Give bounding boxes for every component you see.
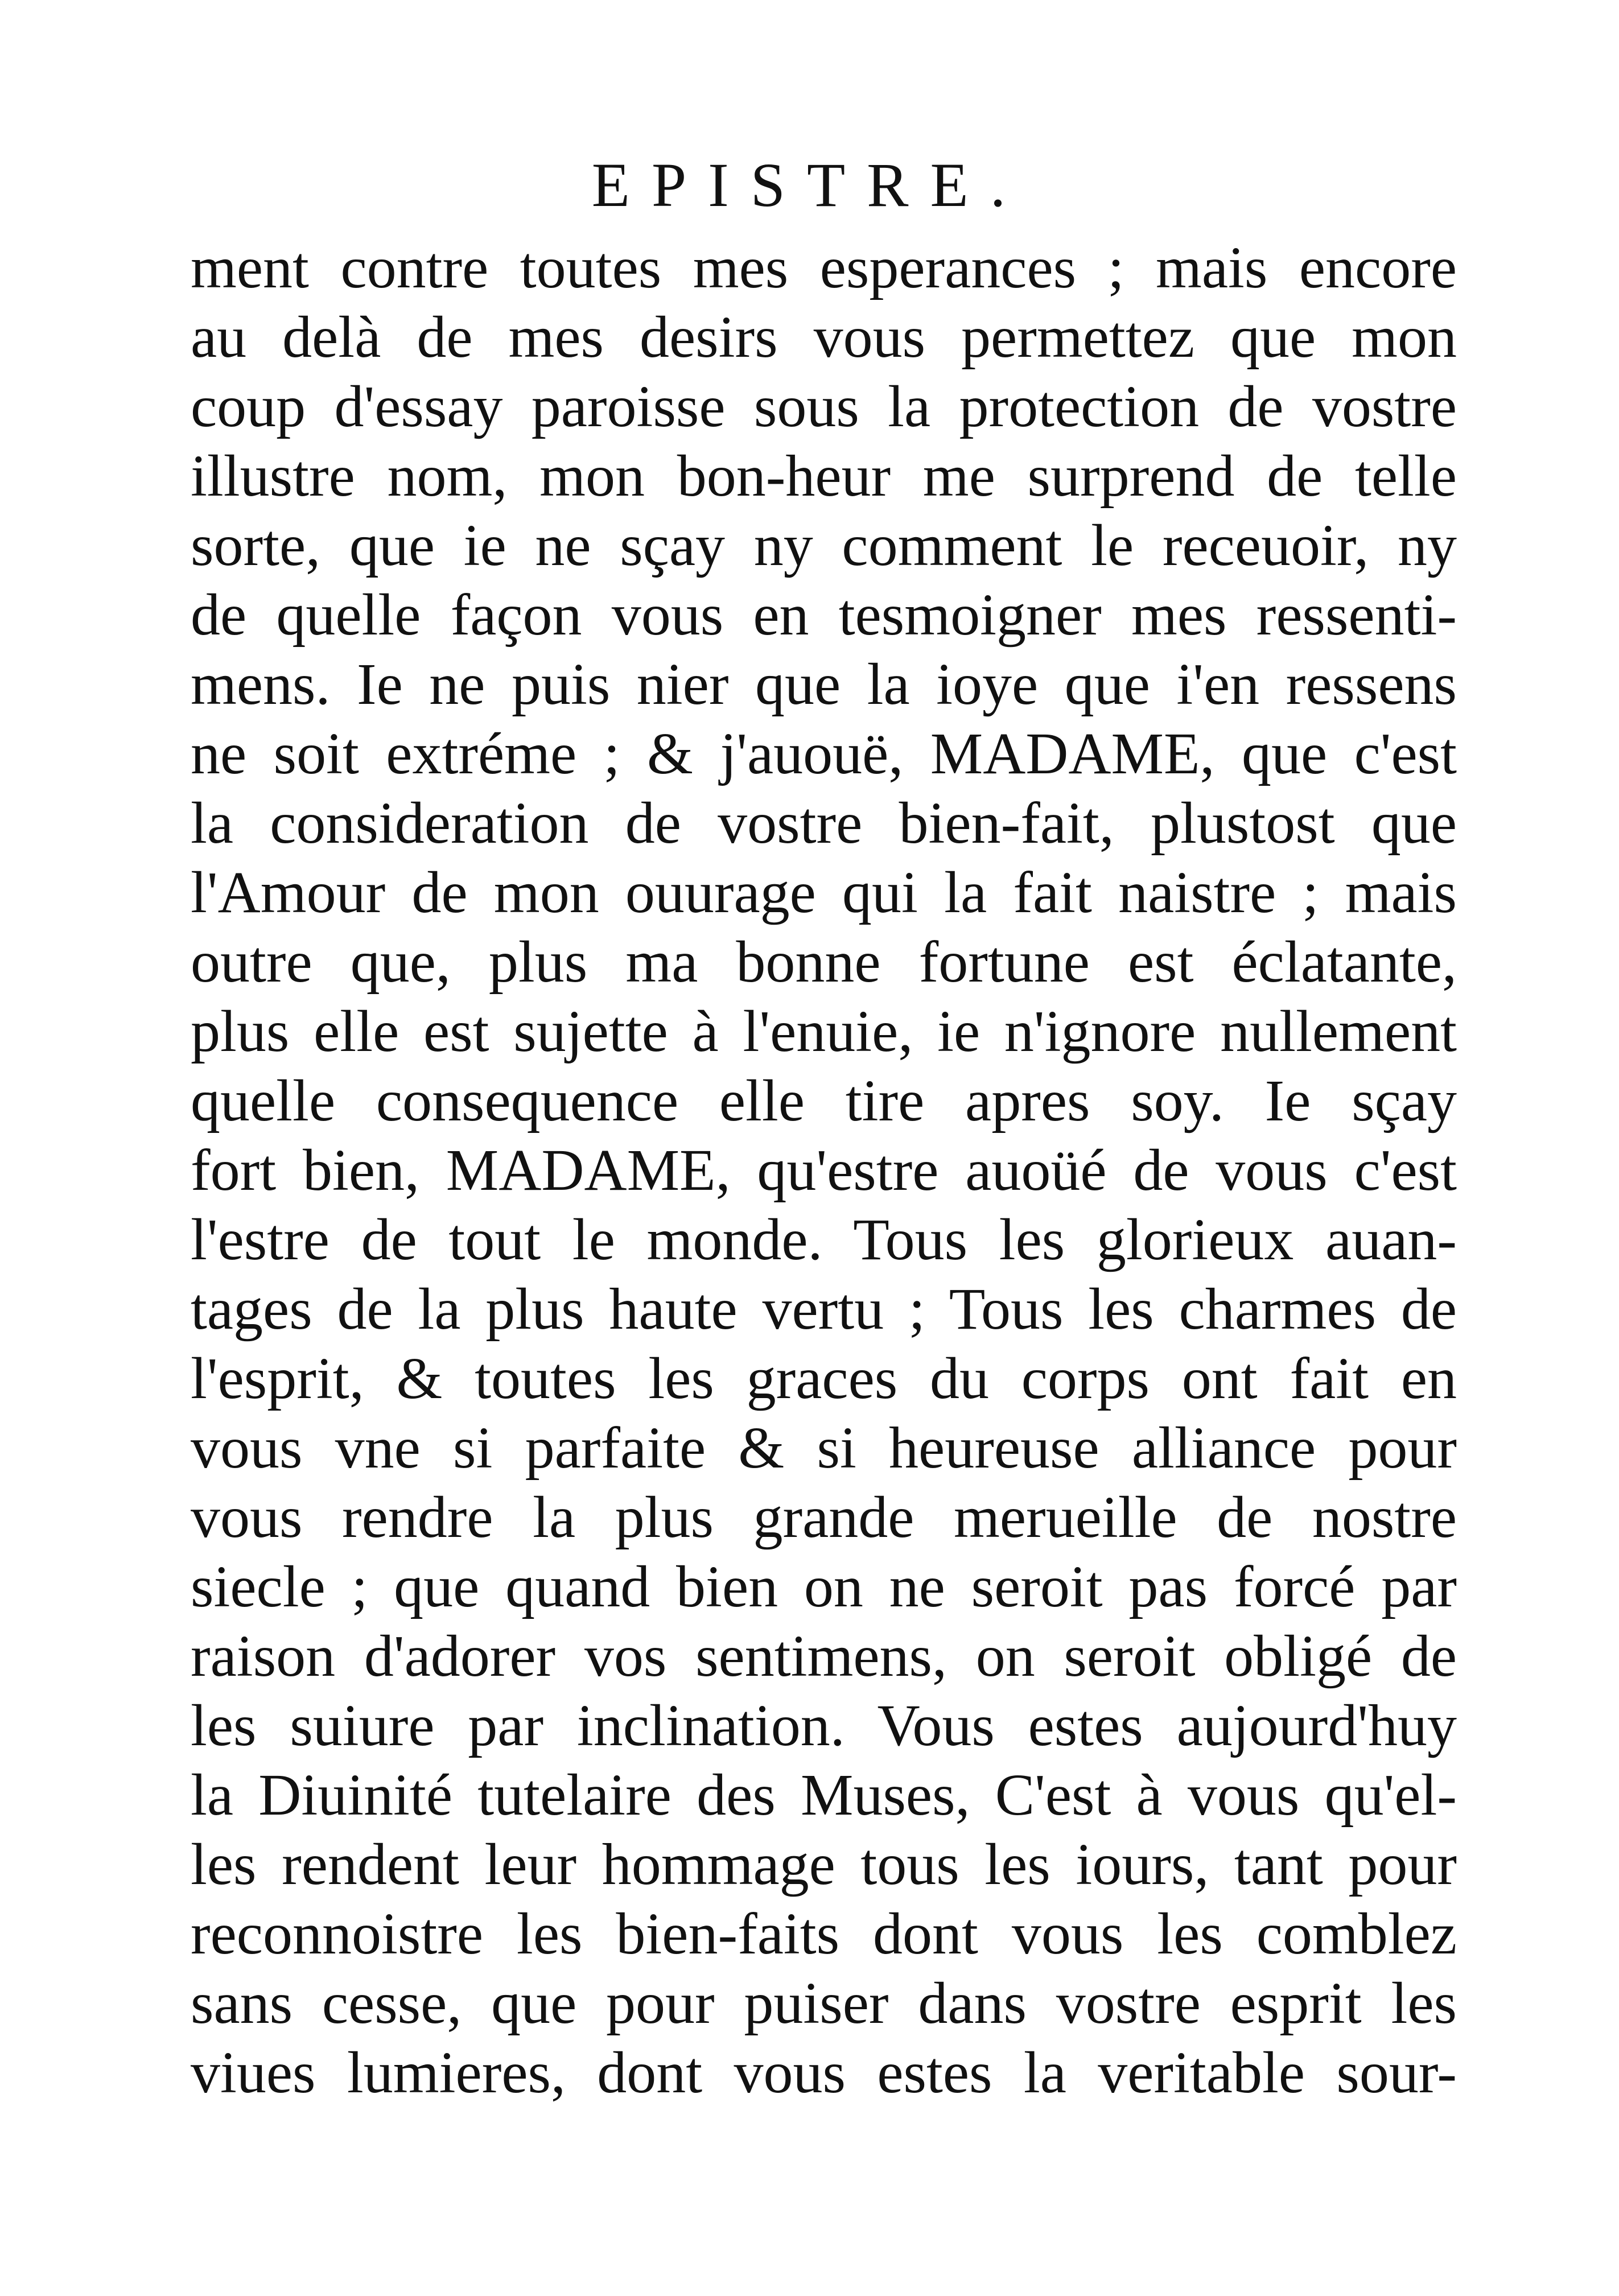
text-line: l'estre de tout le monde. Tous les glorieux auan- (191, 1207, 1457, 1272)
text-line: quelle consequence elle tire apres soy. Ie sçay (191, 1068, 1457, 1133)
text-line: de quelle façon vous en tesmoigner mes ressenti- (191, 582, 1457, 648)
text-block (191, 233, 1457, 2108)
text-line: mens. Ie ne puis nier que la ioye que i'en ressens (191, 652, 1457, 717)
text-line: viues lumieres, dont vous estes la veritable sour- (191, 2040, 1457, 2105)
text-line: vous rendre la plus grande merueille de nostre (191, 1485, 1457, 1550)
text-line: illustre nom, mon bon-heur me surprend de telle (191, 443, 1457, 509)
text-line: les rendent leur hommage tous les iours, tant pour (191, 1832, 1457, 1897)
text-line: au delà de mes desirs vous permettez que mon (191, 304, 1457, 370)
text-line: tages de la plus haute vertu ; Tous les charmes de (191, 1276, 1457, 1342)
text-line: fort bien, MADAME, qu'estre auoüé de vous c'est (191, 1137, 1457, 1203)
text-line: coup d'essay paroisse sous la protection de vostre (191, 374, 1457, 439)
text-line: la Diuinité tutelaire des Muses, C'est à vous qu'el- (191, 1762, 1457, 1828)
text-line: reconnoistre les bien-faits dont vous les comblez (191, 1901, 1457, 1967)
text-line: ment contre toutes mes esperances ; mais encore (191, 235, 1457, 300)
text-line: outre que, plus ma bonne fortune est éclatante, (191, 929, 1457, 995)
text-line: l'esprit, & toutes les graces du corps ont fait en (191, 1346, 1457, 1411)
text-line: vous vne si parfaite & si heureuse alliance pour (191, 1415, 1457, 1481)
text-line: sans cesse, que pour puiser dans vostre esprit les (191, 1971, 1457, 2036)
text-line: sorte, que ie ne sçay ny comment le receuoir, ny (191, 513, 1457, 578)
text-line: la consideration de vostre bien-fait, plustost que (191, 790, 1457, 856)
running-head: EPISTRE. (591, 150, 1028, 220)
text-line: siecle ; que quand bien on ne seroit pas forcé par (191, 1554, 1457, 1619)
text-line: les suiure par inclination. Vous estes aujourd'huy (191, 1693, 1457, 1758)
text-line: raison d'adorer vos sentimens, on seroit obligé de (191, 1623, 1457, 1689)
text-line: plus elle est sujette à l'enuie, ie n'ignore nullement (191, 999, 1457, 1064)
text-line: ne soit extréme ; & j'auouë, MADAME, que c'est (191, 721, 1457, 786)
text-line: l'Amour de mon ouurage qui la fait naistre ; mais (191, 860, 1457, 925)
